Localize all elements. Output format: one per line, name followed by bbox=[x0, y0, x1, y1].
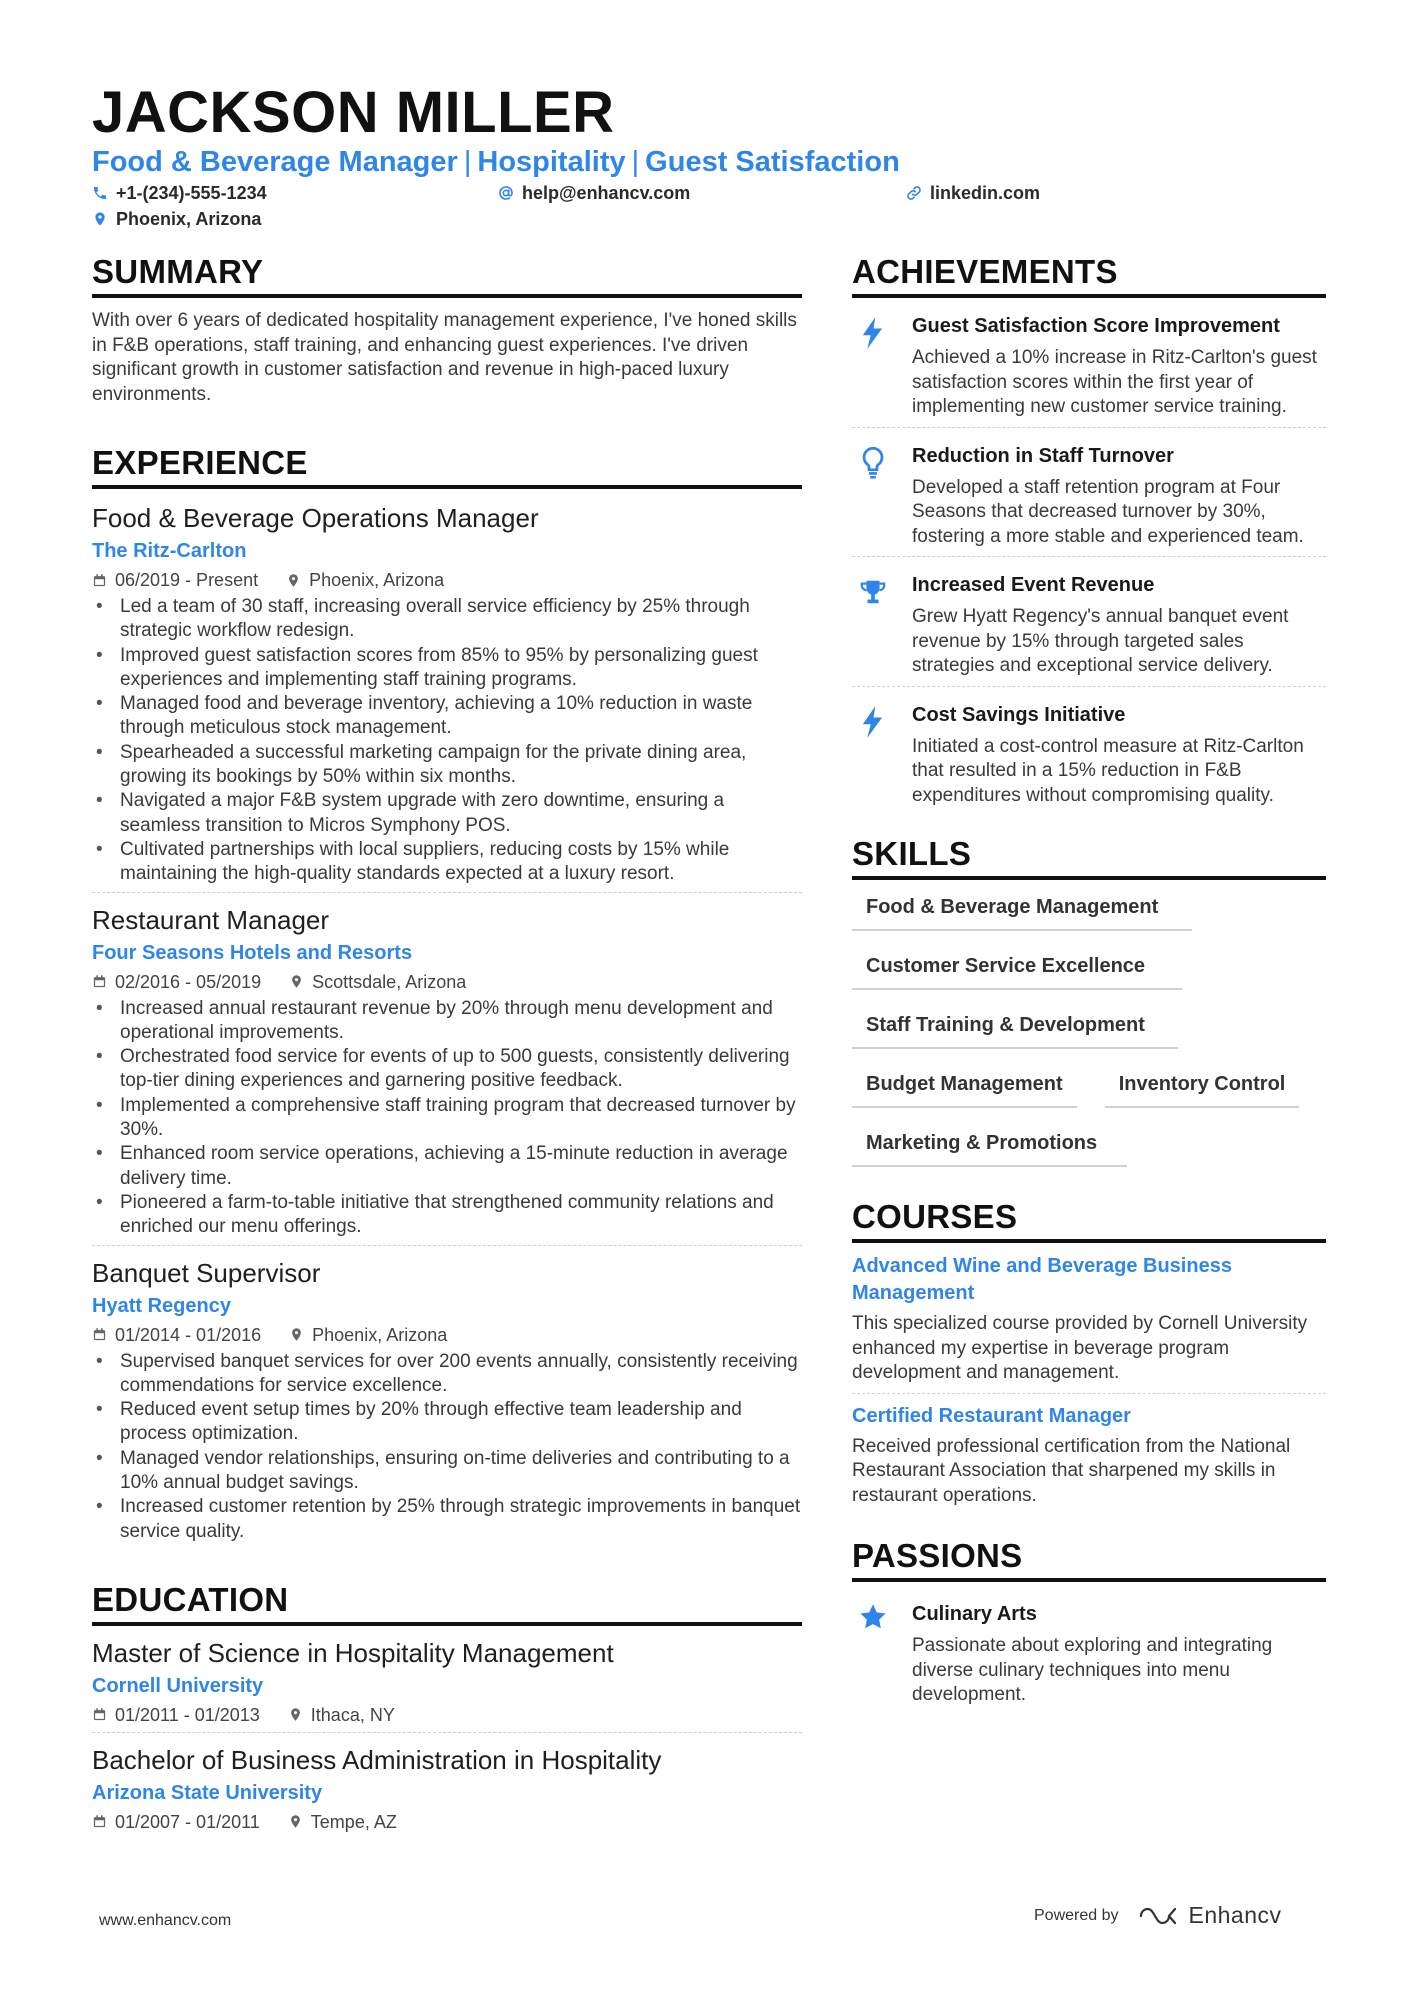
bolt-icon bbox=[859, 316, 887, 350]
job-location bbox=[289, 970, 466, 994]
bullet-item: • Managed food and beverage inventory, achieving a 10% reduction in waste through meticulous stock management. bbox=[92, 692, 802, 741]
education-location-text: Ithaca, NY bbox=[310, 1704, 395, 1725]
experience-entry bbox=[92, 903, 802, 1240]
achievement-desc: Developed a staff retention program at Four Seasons that decreased turnover by 30%, fostering a more stable and experienced team. bbox=[912, 476, 1304, 547]
skill-tag: Food & Beverage Management bbox=[852, 890, 1192, 931]
contact-location bbox=[92, 207, 261, 231]
entry-divider bbox=[852, 556, 1326, 557]
course-item bbox=[852, 1403, 1326, 1509]
bullet-item: • Spearheaded a successful marketing campaign for the private dining area, growing its bookings by 50% within six months. bbox=[92, 741, 802, 790]
enhancv-logo-icon bbox=[1137, 1904, 1183, 1928]
bullet-item: • Implemented a comprehensive staff training program that decreased turnover by 30%. bbox=[92, 1094, 802, 1143]
entry-divider bbox=[852, 427, 1326, 428]
achievement-item bbox=[852, 697, 1326, 809]
location-pin-icon bbox=[92, 211, 108, 227]
job-bullets bbox=[92, 997, 802, 1240]
candidate-name: JACKSON MILLER bbox=[92, 80, 615, 145]
achievement-item bbox=[852, 567, 1326, 679]
bullet-item: • Reduced event setup times by 20% through effective team leadership and process optimization. bbox=[92, 1398, 802, 1447]
brand-logo[interactable] bbox=[1137, 1902, 1282, 1929]
job-dates-text: 06/2019 - Present bbox=[115, 570, 259, 590]
job-location-text: Phoenix, Arizona bbox=[309, 570, 445, 590]
education-dates-text: 01/2011 - 01/2013 bbox=[115, 1704, 260, 1725]
skill-tag: Marketing & Promotions bbox=[852, 1126, 1127, 1167]
bullet-item: • Increased annual restaurant revenue by 20% through menu development and operational improvements. bbox=[92, 997, 802, 1046]
education-section bbox=[92, 1580, 802, 1834]
location-pin-icon bbox=[288, 1814, 303, 1829]
bullet-item: • Increased customer retention by 25% through strategic improvements in banquet service quality. bbox=[92, 1495, 802, 1544]
bullet-item: • Supervised banquet services for over 200 events annually, consistently receiving commendations for service excellence. bbox=[92, 1350, 802, 1399]
education-entry bbox=[92, 1743, 802, 1834]
skill-tag: Customer Service Excellence bbox=[852, 949, 1182, 990]
calendar-icon bbox=[92, 1814, 107, 1829]
link-icon bbox=[906, 185, 922, 201]
education-location bbox=[288, 1810, 397, 1834]
calendar-icon bbox=[92, 974, 107, 989]
achievement-title: Guest Satisfaction Score Improvement bbox=[912, 315, 1280, 337]
passion-desc: Passionate about exploring and integrating diverse culinary techniques into menu development. bbox=[912, 1635, 1273, 1705]
job-dates bbox=[92, 970, 261, 994]
achievement-desc: Initiated a cost-control measure at Ritz-Carlton that resulted in a 15% reduction in F&B expenditures without compromising quality. bbox=[912, 735, 1304, 806]
at-icon bbox=[498, 185, 514, 201]
bullet-item: • Cultivated partnerships with local suppliers, reducing costs by 15% while maintaining the high-quality standards expected at a luxury resort. bbox=[92, 838, 802, 887]
bolt-icon bbox=[859, 705, 887, 739]
section-title-skills: SKILLS bbox=[852, 834, 1326, 880]
education-dates bbox=[92, 1703, 260, 1727]
headline-part: Food & Beverage Manager bbox=[92, 146, 458, 178]
school-name: Arizona State University bbox=[92, 1781, 323, 1804]
headline-part: Guest Satisfaction bbox=[645, 146, 900, 178]
section-title-experience: EXPERIENCE bbox=[92, 443, 802, 489]
achievement-item bbox=[852, 308, 1326, 420]
course-title: Advanced Wine and Beverage Business Management bbox=[852, 1255, 1232, 1304]
job-title: Restaurant Manager bbox=[92, 904, 330, 935]
entry-divider bbox=[852, 686, 1326, 687]
courses-section bbox=[852, 1197, 1326, 1508]
passion-title: Culinary Arts bbox=[912, 1603, 1037, 1625]
experience-entry bbox=[92, 1256, 802, 1544]
location-pin-icon bbox=[286, 573, 301, 588]
achievement-title: Cost Savings Initiative bbox=[912, 703, 1126, 726]
job-bullets bbox=[92, 595, 802, 887]
location-pin-icon bbox=[289, 974, 304, 989]
section-title-achievements: ACHIEVEMENTS bbox=[852, 252, 1326, 298]
linkedin-text: linkedin.com bbox=[930, 183, 1041, 203]
calendar-icon bbox=[92, 573, 107, 588]
job-location-text: Phoenix, Arizona bbox=[312, 1324, 448, 1345]
star-icon bbox=[859, 1600, 887, 1634]
job-dates bbox=[92, 568, 258, 592]
footer-branding bbox=[1034, 1902, 1282, 1929]
achievement-title: Reduction in Staff Turnover bbox=[912, 444, 1174, 467]
achievement-title: Increased Event Revenue bbox=[912, 574, 1155, 596]
course-desc: Received professional certification from the National Restaurant Association that sharpened my skills in restaurant operations. bbox=[852, 1435, 1291, 1506]
section-title-education: EDUCATION bbox=[92, 1580, 802, 1626]
course-item bbox=[852, 1253, 1326, 1386]
phone-icon bbox=[92, 185, 108, 201]
course-title: Certified Restaurant Manager bbox=[852, 1404, 1131, 1427]
right-column bbox=[852, 252, 1326, 1708]
bullet-item: • Improved guest satisfaction scores from 85% to 95% by personalizing guest experiences and implementing staff training programs. bbox=[92, 644, 802, 693]
location-pin-icon bbox=[289, 1327, 304, 1342]
skills-section bbox=[852, 834, 1326, 1167]
achievements-section bbox=[852, 252, 1326, 808]
passion-item bbox=[852, 1592, 1326, 1708]
bullet-item: • Pioneered a farm-to-table initiative that strengthened community relations and enriched our menu offerings. bbox=[92, 1191, 802, 1240]
powered-by-label: Powered by bbox=[1034, 1906, 1119, 1924]
skill-tag: Staff Training & Development bbox=[852, 1008, 1178, 1049]
bullet-item: • Managed vendor relationships, ensuring on-time deliveries and contributing to a 10% annual budget savings. bbox=[92, 1447, 802, 1496]
achievement-item bbox=[852, 438, 1326, 550]
headline bbox=[92, 144, 900, 180]
entry-divider bbox=[852, 1393, 1326, 1394]
education-meta bbox=[92, 1810, 802, 1834]
job-location-text: Scottsdale, Arizona bbox=[312, 971, 467, 992]
lightbulb-icon bbox=[859, 446, 887, 480]
job-location bbox=[289, 1323, 447, 1347]
job-meta bbox=[92, 1323, 802, 1347]
skill-tag: Budget Management bbox=[852, 1067, 1077, 1108]
school-name: Cornell University bbox=[92, 1674, 264, 1697]
job-title: Food & Beverage Operations Manager bbox=[92, 503, 539, 533]
bullet-item: • Led a team of 30 staff, increasing overall service efficiency by 25% through strategic workflow redesign. bbox=[92, 595, 802, 644]
brand-name: Enhancv bbox=[1188, 1902, 1282, 1928]
section-title-passions: PASSIONS bbox=[852, 1536, 1326, 1582]
job-bullets bbox=[92, 1350, 802, 1544]
course-desc: This specialized course provided by Cornell University enhanced my expertise in beverage program development and management. bbox=[852, 1313, 1308, 1383]
job-title: Banquet Supervisor bbox=[92, 1257, 321, 1288]
calendar-icon bbox=[92, 1327, 107, 1342]
phone-text: +1-(234)-555-1234 bbox=[116, 183, 267, 203]
company-name: Hyatt Regency bbox=[92, 1294, 231, 1317]
section-title-summary: SUMMARY bbox=[92, 252, 802, 298]
left-column bbox=[92, 252, 802, 1834]
section-title-courses: COURSES bbox=[852, 1197, 1326, 1243]
calendar-icon bbox=[92, 1707, 107, 1722]
headline-part: Hospitality bbox=[477, 146, 626, 178]
education-entry bbox=[92, 1636, 802, 1727]
passions-section bbox=[852, 1536, 1326, 1708]
job-dates bbox=[92, 1323, 261, 1347]
company-name: Four Seasons Hotels and Resorts bbox=[92, 941, 413, 964]
email-text: help@enhancv.com bbox=[522, 183, 691, 203]
headline-separator: | bbox=[631, 146, 640, 178]
location-text: Phoenix, Arizona bbox=[116, 209, 262, 229]
contact-linkedin[interactable] bbox=[906, 181, 1040, 205]
education-location bbox=[288, 1703, 395, 1727]
headline-separator: | bbox=[463, 146, 472, 178]
location-pin-icon bbox=[288, 1707, 303, 1722]
entry-divider bbox=[92, 1245, 802, 1246]
skills-list bbox=[852, 890, 1326, 1167]
job-meta bbox=[92, 568, 802, 592]
entry-divider bbox=[92, 1732, 802, 1733]
bullet-item: • Enhanced room service operations, achieving a 15-minute reduction in average delivery time. bbox=[92, 1142, 802, 1191]
education-meta bbox=[92, 1703, 802, 1727]
degree-title: Master of Science in Hospitality Management bbox=[92, 1637, 614, 1668]
contact-phone[interactable] bbox=[92, 181, 267, 205]
entry-divider bbox=[92, 892, 802, 893]
job-meta bbox=[92, 970, 802, 994]
bullet-item: • Navigated a major F&B system upgrade with zero downtime, ensuring a seamless transition to Micros Symphony POS. bbox=[92, 789, 802, 838]
education-dates bbox=[92, 1810, 260, 1834]
job-location bbox=[286, 568, 444, 592]
education-location-text: Tempe, AZ bbox=[310, 1811, 397, 1832]
trophy-icon bbox=[859, 575, 887, 609]
experience-entry bbox=[92, 501, 802, 887]
skill-tag: Inventory Control bbox=[1105, 1067, 1300, 1108]
achievement-desc: Achieved a 10% increase in Ritz-Carlton's guest satisfaction scores within the first year of implementing new customer service training. bbox=[912, 347, 1317, 417]
education-dates-text: 01/2007 - 01/2011 bbox=[115, 1811, 260, 1832]
achievement-desc: Grew Hyatt Regency's annual banquet event revenue by 15% through targeted sales strategies and exceptional service delivery. bbox=[912, 606, 1289, 676]
job-dates-text: 01/2014 - 01/2016 bbox=[115, 1324, 262, 1345]
contact-email[interactable] bbox=[498, 181, 690, 205]
summary-text: With over 6 years of dedicated hospitality management experience, I've honed skills in F&B operations, staff training, and enhancing guest experiences. I've driven significant growth in customer satisfaction and revenue in high-paced luxury environments. bbox=[92, 310, 797, 405]
job-dates-text: 02/2016 - 05/2019 bbox=[115, 971, 262, 992]
company-name: The Ritz-Carlton bbox=[92, 540, 247, 562]
footer-website[interactable]: www.enhancv.com bbox=[99, 1912, 232, 1929]
summary-section bbox=[92, 252, 802, 407]
degree-title: Bachelor of Business Administration in Hospitality bbox=[92, 1744, 662, 1775]
experience-section bbox=[92, 443, 802, 1544]
bullet-item: • Orchestrated food service for events of up to 500 guests, consistently delivering top-tier dining experiences and garnering positive feedback. bbox=[92, 1045, 802, 1094]
